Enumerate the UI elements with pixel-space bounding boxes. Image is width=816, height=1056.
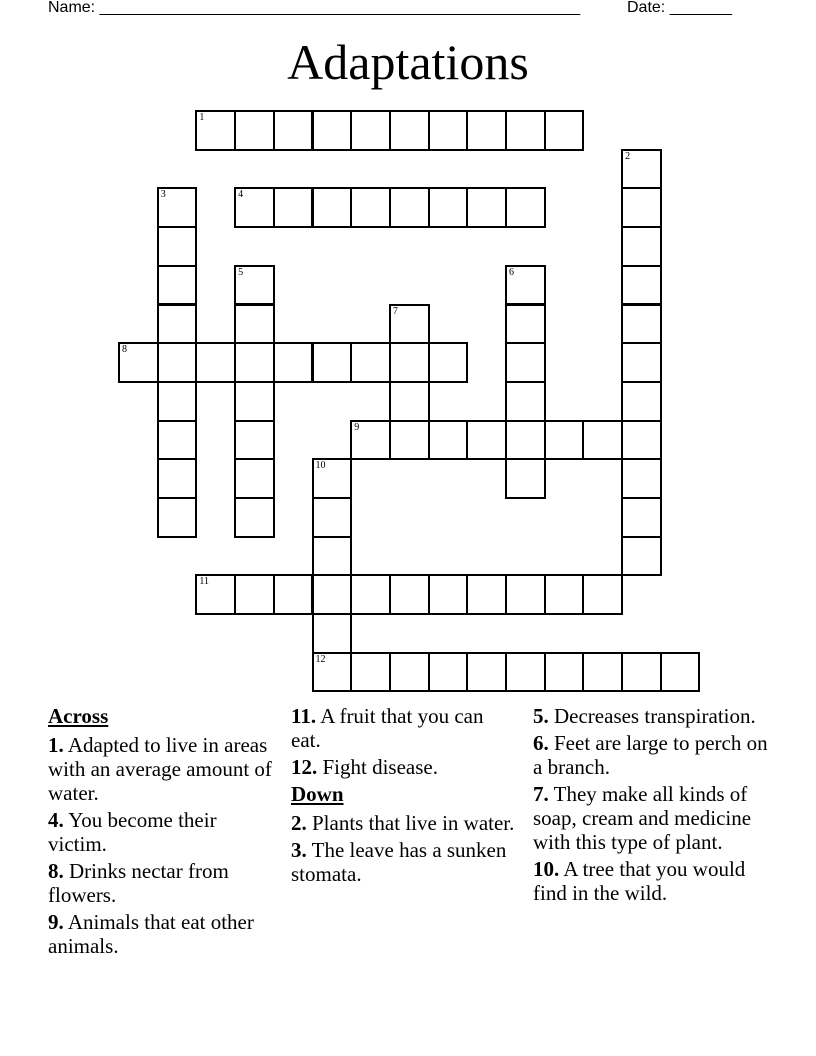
across-clue-8 <box>48 859 273 907</box>
crossword-cell[interactable] <box>466 574 507 615</box>
crossword-cell[interactable] <box>544 574 585 615</box>
clue-number: 1. <box>48 733 64 757</box>
crossword-cell[interactable] <box>621 187 662 228</box>
crossword-cell[interactable] <box>621 420 662 461</box>
crossword-cell[interactable] <box>234 187 275 228</box>
crossword-cell[interactable] <box>621 149 662 190</box>
crossword-cell[interactable] <box>157 187 198 228</box>
crossword-cell[interactable] <box>312 652 353 693</box>
crossword-cell[interactable] <box>195 574 236 615</box>
clue-number-label: 5 <box>238 266 244 278</box>
crossword-cell[interactable] <box>195 110 236 151</box>
crossword-cell[interactable] <box>582 652 623 693</box>
crossword-cell[interactable] <box>621 497 662 538</box>
across-clue-9 <box>48 910 273 958</box>
crossword-cell[interactable] <box>544 420 585 461</box>
crossword-cell[interactable] <box>350 110 391 151</box>
crossword-cell[interactable] <box>505 574 546 615</box>
crossword-cell[interactable] <box>621 536 662 577</box>
clue-number: 11. <box>291 704 317 728</box>
crossword-cell[interactable] <box>350 420 391 461</box>
crossword-cell[interactable] <box>273 574 314 615</box>
crossword-cell[interactable] <box>621 265 662 306</box>
clue-text: Feet are large to perch on a branch. <box>533 731 768 779</box>
clue-number-label: 1 <box>199 112 205 123</box>
clue-number-label: 11 <box>199 576 210 588</box>
crossword-cell[interactable] <box>350 342 391 383</box>
across-clue-12 <box>291 755 516 779</box>
clue-number-label: 9 <box>354 421 360 433</box>
crossword-cell[interactable] <box>157 458 198 499</box>
crossword-cell[interactable] <box>621 226 662 267</box>
clue-text: You become their victim. <box>48 808 217 856</box>
crossword-cell[interactable] <box>582 420 623 461</box>
crossword-cell[interactable] <box>157 304 198 345</box>
down-heading: Down <box>291 782 344 806</box>
clue-text: A tree that you would find in the wild. <box>533 857 746 905</box>
crossword-cell[interactable] <box>389 304 430 345</box>
clue-number-label: 10 <box>315 460 326 472</box>
crossword-cell[interactable] <box>389 381 430 422</box>
crossword-cell[interactable] <box>505 265 546 306</box>
crossword-cell[interactable] <box>273 342 314 383</box>
crossword-cell[interactable] <box>466 420 507 461</box>
crossword-cell[interactable] <box>157 381 198 422</box>
clue-number: 3. <box>291 838 307 862</box>
crossword-cell[interactable] <box>389 420 430 461</box>
crossword-cell[interactable] <box>505 304 546 345</box>
down-clue-6 <box>533 731 773 779</box>
clue-number-label: 8 <box>122 344 127 356</box>
crossword-cell[interactable] <box>234 458 275 499</box>
clue-text: Fight disease. <box>322 755 438 779</box>
crossword-cell[interactable] <box>544 110 585 151</box>
crossword-cell[interactable] <box>505 187 546 228</box>
crossword-cell[interactable] <box>466 652 507 693</box>
crossword-cell[interactable] <box>389 574 430 615</box>
crossword-cell[interactable] <box>234 381 275 422</box>
clue-number: 12. <box>291 755 318 779</box>
clue-text: Plants that live in water. <box>312 811 515 835</box>
across-clue-4 <box>48 808 273 856</box>
clue-text: Adapted to live in areas with an average amount of water. <box>48 733 272 805</box>
crossword-cell[interactable] <box>312 613 353 654</box>
across-clue-11 <box>291 704 516 752</box>
crossword-cell[interactable] <box>312 110 353 151</box>
crossword-cell[interactable] <box>157 497 198 538</box>
crossword-cell[interactable] <box>234 342 275 383</box>
crossword-cell[interactable] <box>466 110 507 151</box>
clue-number-label: 6 <box>509 266 514 278</box>
crossword-cell[interactable] <box>234 265 275 306</box>
clue-text: Animals that eat other animals. <box>48 910 254 958</box>
crossword-cell[interactable] <box>350 652 391 693</box>
across-clue-1 <box>48 733 273 805</box>
down-clue-7 <box>533 782 773 854</box>
clue-number: 2. <box>291 811 307 835</box>
crossword-cell[interactable] <box>428 110 469 151</box>
clue-number-label: 3 <box>160 189 166 201</box>
crossword-cell[interactable] <box>660 652 701 693</box>
crossword-cell[interactable] <box>350 574 391 615</box>
crossword-cell[interactable] <box>312 187 353 228</box>
crossword-cell[interactable] <box>312 342 353 383</box>
crossword-cell[interactable] <box>118 342 159 383</box>
crossword-cell[interactable] <box>350 187 391 228</box>
crossword-cell[interactable] <box>621 342 662 383</box>
crossword-cell[interactable] <box>428 187 469 228</box>
clue-number: 10. <box>533 857 560 881</box>
crossword-cell[interactable] <box>582 574 623 615</box>
clue-number-label: 12 <box>315 653 326 665</box>
crossword-cell[interactable] <box>466 187 507 228</box>
clue-number: 4. <box>48 808 64 832</box>
crossword-cell[interactable] <box>312 536 353 577</box>
crossword-cell[interactable] <box>312 458 353 499</box>
crossword-cell[interactable] <box>312 574 353 615</box>
crossword-cell[interactable] <box>157 226 198 267</box>
clue-number-label: 7 <box>392 305 398 317</box>
clue-number: 5. <box>533 704 549 728</box>
down-clue-10 <box>533 857 773 905</box>
crossword-cell[interactable] <box>157 420 198 461</box>
clue-number: 9. <box>48 910 64 934</box>
crossword-cell[interactable] <box>195 342 236 383</box>
crossword-cell[interactable] <box>234 497 275 538</box>
clue-text: A fruit that you can eat. <box>291 704 484 752</box>
crossword-cell[interactable] <box>389 652 430 693</box>
date-field-label: Date: _______ <box>627 0 732 16</box>
crossword-cell[interactable] <box>428 652 469 693</box>
crossword-cell[interactable] <box>389 187 430 228</box>
down-clue-5 <box>533 704 773 728</box>
crossword-cell[interactable] <box>273 187 314 228</box>
crossword-cell[interactable] <box>505 110 546 151</box>
clue-number: 8. <box>48 859 64 883</box>
crossword-cell[interactable] <box>389 110 430 151</box>
clue-number-label: 4 <box>238 189 244 201</box>
crossword-cell[interactable] <box>157 342 198 383</box>
crossword-cell[interactable] <box>621 458 662 499</box>
crossword-cell[interactable] <box>234 110 275 151</box>
crossword-cell[interactable] <box>157 265 198 306</box>
page-title: Adaptations <box>287 34 529 90</box>
clue-text: They make all kinds of soap, cream and medicine with this type of plant. <box>533 782 752 854</box>
crossword-cell[interactable] <box>428 342 469 383</box>
crossword-cell[interactable] <box>621 652 662 693</box>
clue-column-1 <box>48 704 273 961</box>
down-clue-2 <box>291 811 516 835</box>
crossword-cell[interactable] <box>505 458 546 499</box>
clue-column-3 <box>533 704 773 908</box>
crossword-cell[interactable] <box>234 420 275 461</box>
crossword-cell[interactable] <box>389 342 430 383</box>
crossword-cell[interactable] <box>505 652 546 693</box>
clue-number: 6. <box>533 731 549 755</box>
clue-number-label: 2 <box>625 150 631 162</box>
crossword-cell[interactable] <box>234 574 275 615</box>
crossword-cell[interactable] <box>273 110 314 151</box>
clue-text: Drinks nectar from flowers. <box>48 859 229 907</box>
crossword-cell[interactable] <box>505 342 546 383</box>
crossword-cell[interactable] <box>428 574 469 615</box>
crossword-cell[interactable] <box>505 381 546 422</box>
down-clue-3 <box>291 838 516 886</box>
crossword-cell[interactable] <box>544 652 585 693</box>
across-heading: Across <box>48 704 109 728</box>
crossword-cell[interactable] <box>234 304 275 345</box>
clue-text: The leave has a sunken stomata. <box>291 838 507 886</box>
crossword-cell[interactable] <box>428 420 469 461</box>
clue-column-2 <box>291 704 516 889</box>
crossword-cell[interactable] <box>621 304 662 345</box>
name-field-label: Name: ______________________________________________________ <box>48 0 581 16</box>
clue-text: Decreases transpiration. <box>554 704 756 728</box>
crossword-cell[interactable] <box>621 381 662 422</box>
crossword-cell[interactable] <box>505 420 546 461</box>
crossword-cell[interactable] <box>312 497 353 538</box>
clue-number: 7. <box>533 782 549 806</box>
